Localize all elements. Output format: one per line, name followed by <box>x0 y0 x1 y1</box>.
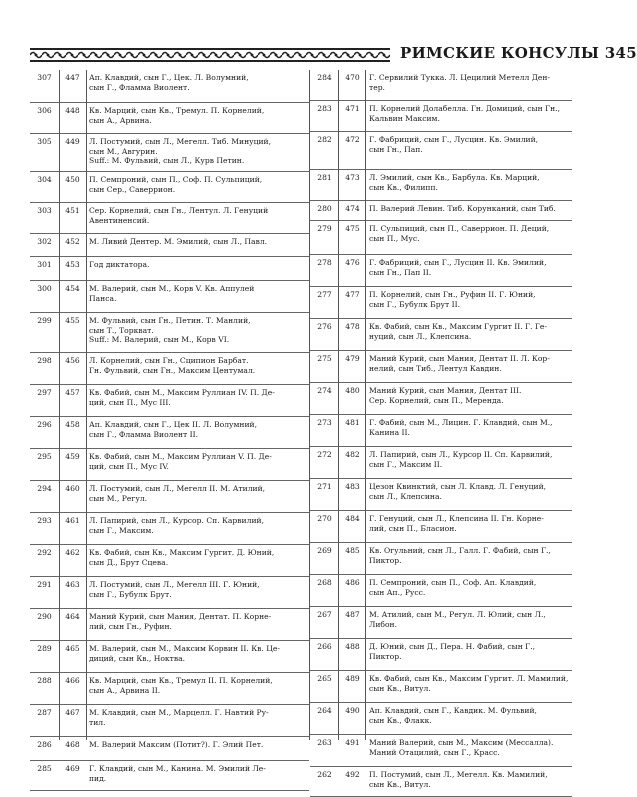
consul-row <box>310 511 572 543</box>
consul-line: Г. Фабриций, сын Г., Лусцин II. Кв. Эмилий, <box>369 258 547 267</box>
consul-line: П. Валерий Левин. Тиб. Корунканий, сын Тиб. <box>369 204 556 213</box>
consul-line: Кв. Марций, сын Кв., Тремул. П. Корнелий, <box>89 106 265 115</box>
year-auc: 460 <box>65 484 80 493</box>
consul-row <box>310 255 572 287</box>
consul-row <box>310 383 572 415</box>
consul-line: сын Гн., Пап II. <box>369 267 432 277</box>
year-auc: 448 <box>65 106 80 115</box>
year-auc: 482 <box>345 450 360 459</box>
consul-line: сын М., Регул. <box>89 493 148 503</box>
consul-names <box>86 313 309 352</box>
consul-line: М. Клавдий, сын М., Марцелл. Г. Навтий Ру- <box>89 708 269 717</box>
year-auc: 466 <box>65 676 80 685</box>
consul-line: сын Кв., Флакк. <box>369 715 432 725</box>
consul-line: П. Сульпиций, сын П., Саверрион. П. Деций, <box>369 224 550 233</box>
year-bc: 277 <box>317 290 332 299</box>
consul-row <box>30 577 309 609</box>
consul-row <box>310 287 572 319</box>
year-auc: 454 <box>65 284 80 293</box>
year-auc: 459 <box>65 452 80 461</box>
consul-line: лий, сын Гн., Руфин. <box>89 621 172 631</box>
year-bc: 263 <box>317 738 332 747</box>
year-bc: 291 <box>37 580 52 589</box>
year-auc: 489 <box>345 674 360 683</box>
column-rule <box>59 70 60 740</box>
consul-names <box>86 545 309 576</box>
year-bc: 266 <box>317 642 332 651</box>
consul-names <box>366 70 572 100</box>
consul-names <box>366 101 572 131</box>
year-auc: 481 <box>345 418 360 427</box>
year-auc: 483 <box>345 482 360 491</box>
consul-line: сын Г., Максим. <box>89 525 154 535</box>
consul-line: М. Атилий, сын М., Регул. Л. Юлий, сын Л., <box>369 610 546 619</box>
consul-row <box>310 543 572 575</box>
consul-line: Маний Отацилий, сын Г., Красс. <box>369 747 500 757</box>
consul-line: Л. Корнелий, сын Гн., Сципион Барбат. <box>89 356 249 365</box>
consul-row <box>30 417 309 449</box>
consul-line: М. Фульвий, сын Гн., Петин. Т. Манлий, <box>89 316 251 325</box>
consul-line: Маний Валерий, сын М., Максим (Мессалла). <box>369 738 554 747</box>
year-auc: 488 <box>345 642 360 651</box>
consul-line: пид. <box>89 773 107 783</box>
year-auc: 455 <box>65 316 80 325</box>
year-bc: 269 <box>317 546 332 555</box>
year-bc: 280 <box>317 204 332 213</box>
consul-names <box>366 351 572 382</box>
consul-line: Сер. Корнелий, сын П., Меренда. <box>369 395 504 405</box>
consul-line: П. Постумий, сын Л., Мегелл. Кв. Мамилий, <box>369 770 548 779</box>
consul-row <box>310 639 572 671</box>
year-auc: 486 <box>345 578 360 587</box>
consul-line: сын Гн., Пап. <box>369 144 423 154</box>
consul-line: Г. Генуций, сын Л., Клепсина II. Гн. Корне- <box>369 514 544 523</box>
consul-line: Л. Папирий, сын Л., Курсор II. Сп. Карвилий, <box>369 450 553 459</box>
consul-names <box>86 737 309 760</box>
consul-row <box>30 281 309 313</box>
ornament-border <box>30 48 390 62</box>
consul-line: М. Валерий, сын М., Корв V. Кв. Аппулей <box>89 284 255 293</box>
consul-line: Л. Папирий, сын Л., Курсор. Сп. Карвилий, <box>89 516 264 525</box>
year-auc: 467 <box>65 708 80 717</box>
consul-row <box>310 607 572 639</box>
year-bc: 301 <box>37 260 52 269</box>
consul-line: сын Кв., Витул. <box>369 779 431 789</box>
consul-names <box>366 319 572 350</box>
consul-row <box>310 671 572 703</box>
consul-line: сын Г., Бубулк Брут. <box>89 589 172 599</box>
year-bc: 288 <box>37 676 52 685</box>
year-bc: 271 <box>317 482 332 491</box>
year-auc: 491 <box>345 738 360 747</box>
year-auc: 453 <box>65 260 80 269</box>
consul-names <box>366 287 572 318</box>
consul-line: П. Корнелий, сын Гн., Руфин II. Г. Юний, <box>369 290 536 299</box>
consul-line: ций, сын П., Мус III. <box>89 397 171 407</box>
consul-names <box>366 511 572 542</box>
consul-row <box>30 172 309 203</box>
column-rule <box>86 70 87 740</box>
consul-line: Кв. Фабий, сын Кв., Максим Гургит. Д. Юний, <box>89 548 275 557</box>
consul-row <box>30 761 309 791</box>
consul-line: сын Г., Фламма Виолент. <box>89 82 190 92</box>
consul-row <box>30 103 309 134</box>
consul-line: П. Корнелий Долабелла. Гн. Домиций, сын Гн., <box>369 104 560 113</box>
consul-names <box>86 103 309 133</box>
year-bc: 292 <box>37 548 52 557</box>
consul-names <box>86 481 309 512</box>
year-auc: 487 <box>345 610 360 619</box>
consul-line: Л. Постумий, сын Л., Мегелл. Тиб. Минуций, <box>89 137 272 146</box>
consul-line: Год диктатора. <box>89 260 150 269</box>
consul-line: Маний Курий, сын Мания, Дентат II. Л. Кор- <box>369 354 550 363</box>
consul-names <box>86 172 309 202</box>
year-bc: 284 <box>317 73 332 82</box>
year-auc: 464 <box>65 612 80 621</box>
consul-names <box>86 385 309 416</box>
consul-row <box>30 313 309 353</box>
consul-row <box>310 351 572 383</box>
year-auc: 465 <box>65 644 80 653</box>
year-bc: 267 <box>317 610 332 619</box>
consul-table-left <box>30 70 309 783</box>
year-auc: 469 <box>65 764 80 773</box>
consul-line: Либон. <box>369 619 398 629</box>
consul-names <box>86 673 309 704</box>
consul-line: сын Д., Брут Сцева. <box>89 557 169 567</box>
consul-line: Г. Фабий, сын М., Лицин. Г. Клавдий, сын М., <box>369 418 553 427</box>
year-auc: 471 <box>345 104 360 113</box>
year-auc: 449 <box>65 137 80 146</box>
consul-line: лий, сын П., Бласион. <box>369 523 457 533</box>
year-auc: 447 <box>65 73 80 82</box>
consul-line: ций, сын П., Мус IV. <box>89 461 169 471</box>
consul-line: сын М., Авгурин. <box>89 146 158 156</box>
consul-line: Кальвин Максим. <box>369 113 440 123</box>
year-auc: 456 <box>65 356 80 365</box>
consul-line: Г. Клавдий, сын М., Канина. М. Эмилий Ле- <box>89 764 266 773</box>
year-bc: 274 <box>317 386 332 395</box>
consul-line: Л. Постумий, сын Л., Мегелл III. Г. Юний, <box>89 580 260 589</box>
consul-names <box>86 134 309 171</box>
consul-names <box>366 132 572 169</box>
consul-names <box>366 735 572 766</box>
year-bc: 287 <box>37 708 52 717</box>
year-auc: 474 <box>345 204 360 213</box>
year-bc: 278 <box>317 258 332 267</box>
year-auc: 461 <box>65 516 80 525</box>
consul-names <box>366 383 572 414</box>
consul-line: Сер. Корнелий, сын Гн., Лентул. Л. Генуций <box>89 206 269 215</box>
year-bc: 276 <box>317 322 332 331</box>
consul-table-right <box>309 70 572 789</box>
consul-names <box>86 641 309 672</box>
consul-line: Ап. Клавдий, сын Г., Кавдик. М. Фульвий, <box>369 706 537 715</box>
year-bc: 262 <box>317 770 332 779</box>
consul-names <box>86 705 309 736</box>
consul-line: Авентиненсий. <box>89 215 150 225</box>
consul-line: нелий, сын Тиб., Лентул Кавдин. <box>369 363 502 373</box>
column-rule <box>338 70 339 740</box>
year-auc: 472 <box>345 135 360 144</box>
year-auc: 458 <box>65 420 80 429</box>
consul-line: сын Ап., Русс. <box>369 587 426 597</box>
consul-names <box>86 70 309 102</box>
consul-row <box>30 134 309 172</box>
consul-line: сын Сер., Саверрион. <box>89 184 176 194</box>
consul-names <box>86 234 309 256</box>
year-bc: 296 <box>37 420 52 429</box>
consul-row <box>30 513 309 545</box>
year-auc: 451 <box>65 206 80 215</box>
consul-names <box>366 255 572 286</box>
consul-row <box>310 703 572 735</box>
year-bc: 273 <box>317 418 332 427</box>
year-bc: 302 <box>37 237 52 246</box>
running-title: РИМСКИЕ КОНСУЛЫ 345 <box>400 44 637 62</box>
year-bc: 303 <box>37 206 52 215</box>
consul-line: Гн. Фульвий, сын Гн., Максим Центумал. <box>89 365 256 375</box>
year-bc: 272 <box>317 450 332 459</box>
consul-row <box>310 575 572 607</box>
year-auc: 457 <box>65 388 80 397</box>
consul-line: Цезон Квинктий, сын Л. Клавд. Л. Генуций, <box>369 482 547 491</box>
consul-line: сын Кв., Витул. <box>369 683 431 693</box>
year-auc: 485 <box>345 546 360 555</box>
consul-line: сын Кв., Филипп. <box>369 182 438 192</box>
year-bc: 293 <box>37 516 52 525</box>
consul-line: тил. <box>89 717 106 727</box>
consul-row <box>30 449 309 481</box>
consul-row <box>30 257 309 281</box>
consul-row <box>30 545 309 577</box>
year-bc: 282 <box>317 135 332 144</box>
year-auc: 462 <box>65 548 80 557</box>
year-bc: 298 <box>37 356 52 365</box>
consul-row <box>30 234 309 257</box>
consul-names <box>366 703 572 734</box>
consul-line: М. Валерий, сын М., Максим Корвин II. Кв. Це- <box>89 644 280 653</box>
consul-line: Suff.: М. Фульвий, сын Л., Курв Петин. <box>89 156 245 166</box>
year-bc: 307 <box>37 73 52 82</box>
year-bc: 294 <box>37 484 52 493</box>
consul-names <box>86 761 309 790</box>
consul-names <box>86 353 309 384</box>
consul-row <box>310 201 572 221</box>
consul-names <box>366 671 572 702</box>
ornament-pattern <box>30 50 390 60</box>
consul-names <box>366 767 572 796</box>
consul-names <box>366 447 572 478</box>
consul-line: сын Г., Бубулк Брут II. <box>369 299 461 309</box>
consul-names <box>366 221 572 254</box>
year-bc: 286 <box>37 740 52 749</box>
consul-line: Suff.: М. Валерий, сын М., Корв VI. <box>89 335 230 345</box>
consul-names <box>366 543 572 574</box>
consul-line: Маний Курий, сын Мания, Дентат. П. Корне- <box>89 612 272 621</box>
year-bc: 268 <box>317 578 332 587</box>
consul-names <box>86 257 309 280</box>
year-bc: 270 <box>317 514 332 523</box>
year-bc: 305 <box>37 137 52 146</box>
consul-line: Кв. Фабий, сын М., Максим Руллиан V. П. Де- <box>89 452 272 461</box>
year-auc: 476 <box>345 258 360 267</box>
consul-names <box>366 575 572 606</box>
consul-names <box>86 203 309 233</box>
consul-row <box>310 735 572 767</box>
consul-line: Канина II. <box>369 427 410 437</box>
year-auc: 492 <box>345 770 360 779</box>
consul-row <box>30 385 309 417</box>
consul-row <box>30 737 309 761</box>
year-auc: 480 <box>345 386 360 395</box>
consul-names <box>86 417 309 448</box>
consul-row <box>310 170 572 201</box>
consul-names <box>366 639 572 670</box>
column-rule <box>365 70 366 740</box>
consul-line: Г. Сервилий Тукка. Л. Цецилий Метелл Ден- <box>369 73 551 82</box>
consul-line: Кв. Огульний, сын Л., Галл. Г. Фабий, сын Г., <box>369 546 551 555</box>
consul-line: П. Семпроний, сын П., Соф. П. Сульпиций, <box>89 175 263 184</box>
year-bc: 300 <box>37 284 52 293</box>
consul-names <box>366 479 572 510</box>
consul-row <box>30 481 309 513</box>
consul-row <box>310 70 572 101</box>
consul-names <box>86 449 309 480</box>
consul-row <box>310 319 572 351</box>
consul-line: Ап. Клавдий, сын Г., Цек II. Л. Волумний, <box>89 420 258 429</box>
consul-line: Д. Юний, сын Д., Пера. Н. Фабий, сын Г., <box>369 642 536 651</box>
year-auc: 479 <box>345 354 360 363</box>
year-auc: 463 <box>65 580 80 589</box>
consul-row <box>310 132 572 170</box>
consul-names <box>366 201 572 220</box>
consul-line: М. Валерий Максим (Потит?). Г. Элий Пет. <box>89 740 264 749</box>
consul-row <box>310 479 572 511</box>
year-bc: 299 <box>37 316 52 325</box>
year-bc: 295 <box>37 452 52 461</box>
consul-line: Панса. <box>89 293 117 303</box>
consul-row <box>310 101 572 132</box>
year-bc: 289 <box>37 644 52 653</box>
year-auc: 452 <box>65 237 80 246</box>
consul-row <box>30 705 309 737</box>
consul-names <box>86 281 309 312</box>
consul-names <box>366 607 572 638</box>
consul-line: сын А., Арвина II. <box>89 685 161 695</box>
consul-row <box>30 70 309 103</box>
consul-names <box>86 513 309 544</box>
consul-row <box>30 609 309 641</box>
year-auc: 475 <box>345 224 360 233</box>
consul-names <box>86 609 309 640</box>
year-auc: 478 <box>345 322 360 331</box>
year-bc: 304 <box>37 175 52 184</box>
consul-names <box>86 577 309 608</box>
consul-line: сын Г., Фламма Виолент II. <box>89 429 199 439</box>
consul-line: сын П., Мус. <box>369 233 420 243</box>
consul-line: диций, сын Кв., Ноктва. <box>89 653 186 663</box>
consul-line: Кв. Марций, сын Кв., Тремул II. П. Корнелий, <box>89 676 273 685</box>
consul-line: Пиктор. <box>369 555 402 565</box>
year-bc: 281 <box>317 173 332 182</box>
consul-line: сын Г., Максим II. <box>369 459 443 469</box>
consul-line: тер. <box>369 82 385 92</box>
consul-line: Г. Фабриций, сын Г., Лусцин. Кв. Эмилий, <box>369 135 539 144</box>
consul-line: Л. Эмилий, сын Кв., Барбула. Кв. Марций, <box>369 173 540 182</box>
year-bc: 290 <box>37 612 52 621</box>
year-bc: 264 <box>317 706 332 715</box>
consul-names <box>366 170 572 200</box>
consul-row <box>310 415 572 447</box>
consul-row <box>30 203 309 234</box>
year-auc: 450 <box>65 175 80 184</box>
year-auc: 477 <box>345 290 360 299</box>
consul-line: Кв. Фабий, сын М., Максим Руллиан IV. П. Де- <box>89 388 275 397</box>
consul-line: нуций, сын Л., Клепсина. <box>369 331 472 341</box>
consul-line: П. Семпроний, сын П., Соф. Ап. Клавдий, <box>369 578 537 587</box>
year-auc: 484 <box>345 514 360 523</box>
year-bc: 285 <box>37 764 52 773</box>
consul-line: сын Л., Клепсина. <box>369 491 442 501</box>
year-bc: 297 <box>37 388 52 397</box>
consul-row <box>310 221 572 255</box>
year-auc: 468 <box>65 740 80 749</box>
year-bc: 306 <box>37 106 52 115</box>
year-bc: 283 <box>317 104 332 113</box>
year-bc: 279 <box>317 224 332 233</box>
year-auc: 470 <box>345 73 360 82</box>
year-auc: 473 <box>345 173 360 182</box>
consul-names <box>366 415 572 446</box>
consul-line: Л. Постумий, сын Л., Мегелл II. М. Атилий, <box>89 484 266 493</box>
consul-row <box>30 641 309 673</box>
year-bc: 275 <box>317 354 332 363</box>
consul-row <box>310 767 572 797</box>
consul-line: Маний Курий, сын Мания, Дентат III. <box>369 386 522 395</box>
consul-line: сын А., Арвина. <box>89 115 152 125</box>
consul-row <box>30 353 309 385</box>
page-header <box>30 44 637 68</box>
consul-line: Пиктор. <box>369 651 402 661</box>
year-auc: 490 <box>345 706 360 715</box>
consul-line: Кв. Фабий, сын Кв., Максим Гургит II. Г. Ге- <box>369 322 547 331</box>
consul-line: М. Ливий Дентер. М. Эмилий, сын Л., Павл. <box>89 237 268 246</box>
year-bc: 265 <box>317 674 332 683</box>
consul-row <box>30 673 309 705</box>
consul-line: Ап. Клавдий, сын Г., Цек. Л. Волумний, <box>89 73 249 82</box>
consul-row <box>310 447 572 479</box>
consul-line: Кв. Фабий, сын Кв., Максим Гургит. Л. Мамилий, <box>369 674 569 683</box>
consul-line: сын Т., Торкват. <box>89 325 154 335</box>
